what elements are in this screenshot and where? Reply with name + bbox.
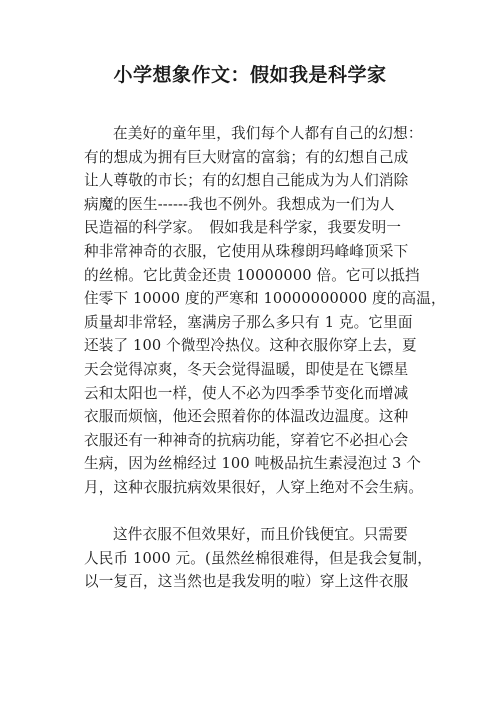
document-title: 小学想象作文：假如我是科学家 bbox=[113, 64, 387, 86]
text-line: 以一复百，这当然也是我发明的啦）穿上这件衣服 bbox=[84, 573, 409, 591]
document-body bbox=[84, 122, 446, 594]
text-line: 生病，因为丝棉经过 100 吨极品抗生素浸泡过 3 个 bbox=[84, 455, 422, 473]
text-line: 种非常神奇的衣服，它使用从珠穆朗玛峰峰顶采下 bbox=[84, 242, 409, 260]
text-line: 质量却非常轻，塞满房子那么多只有 1 克。它里面 bbox=[84, 313, 413, 331]
text-line: 这件衣服不但效果好，而且价钱便宜。只需要 bbox=[113, 526, 408, 544]
paragraph-2 bbox=[84, 523, 434, 594]
text-line: 云和太阳也一样，使人不必为四季季节变化而增减 bbox=[84, 384, 409, 402]
text-line: 还装了 100 个微型冷热仪。这种衣服你穿上去，夏 bbox=[84, 337, 417, 355]
text-line: 衣服还有一种神奇的抗病功能，穿着它不必担心会 bbox=[84, 431, 409, 449]
text-line: 在美好的童年里，我们每个人都有自己的幻想： bbox=[113, 125, 423, 142]
text-line: 月，这种衣服抗病效果很好，人穿上绝对不会生病。 bbox=[84, 478, 424, 496]
text-line: 民造福的科学家。 假如我是科学家，我要发明一 bbox=[84, 219, 402, 237]
text-line: 天会觉得凉爽，冬天会觉得温暖，即使是在飞镖星 bbox=[84, 360, 409, 378]
text-line: 人民币 1000 元。(虽然丝棉很难得，但是我会复制， bbox=[84, 549, 433, 567]
text-line: 病魔的医生------我也不例外。我想成为一们为人 bbox=[84, 195, 395, 213]
text-line: 衣服而烦恼，他还会照着你的体温改边温度。这种 bbox=[84, 408, 409, 426]
text-line: 住零下 10000 度的严寒和 10000000000 度的高温， bbox=[84, 290, 446, 308]
paragraph-gap bbox=[84, 500, 434, 524]
text-line: 让人尊敬的市长；有的幻想自己能成为为人们消除 bbox=[84, 172, 409, 190]
paragraph-1 bbox=[84, 122, 446, 500]
text-line: 的丝棉。它比黄金还贵 10000000 倍。它可以抵挡 bbox=[84, 266, 420, 284]
text-line: 有的想成为拥有巨大财富的富翁；有的幻想自己成 bbox=[84, 148, 409, 166]
